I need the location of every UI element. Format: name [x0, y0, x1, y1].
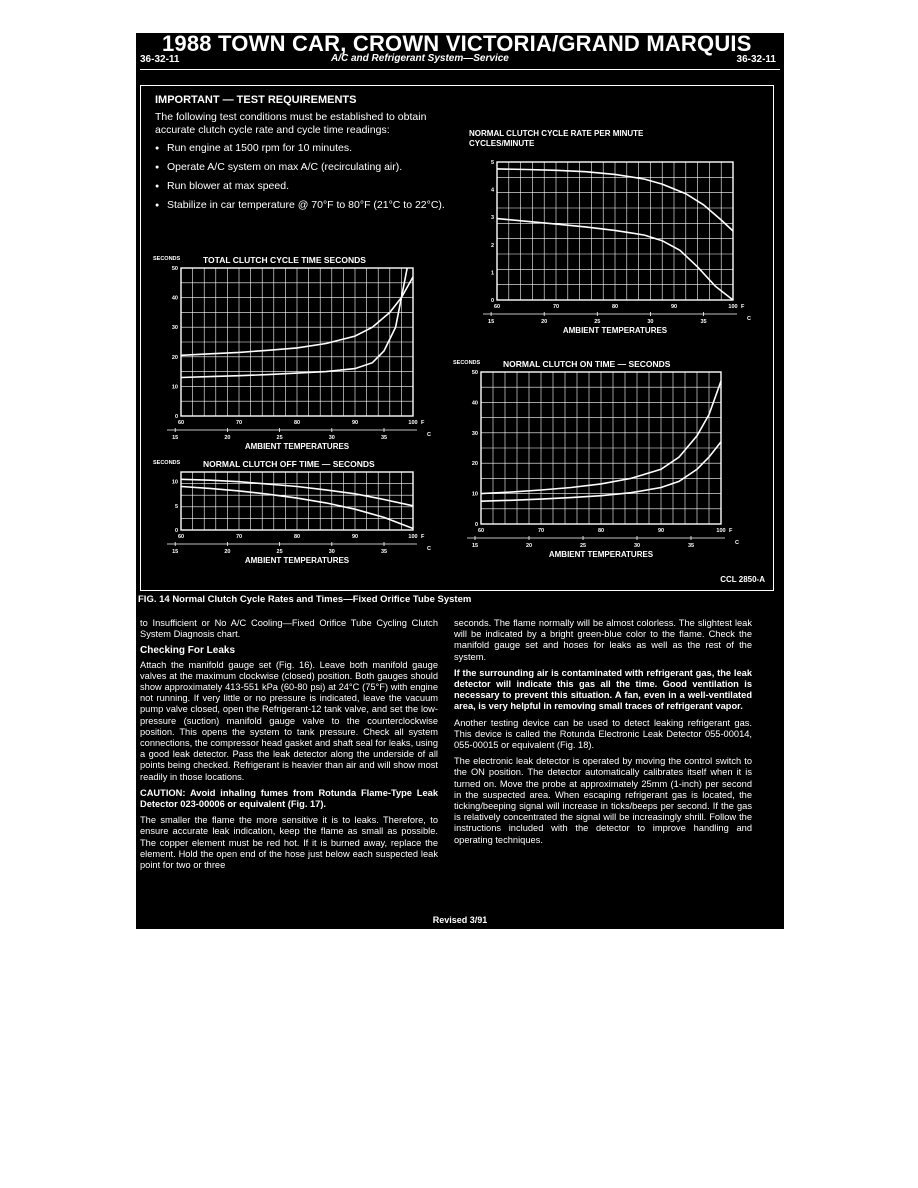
c-tick-label: 20: [525, 543, 533, 549]
c-tick-label: 20: [541, 319, 548, 325]
y-tick-label: 10: [471, 491, 478, 498]
x-tick-label: 80: [597, 528, 605, 534]
chart-cycle-rate: [469, 128, 769, 343]
paragraph: The smaller the flame the more sensitive it is to leaks. Therefore, to ensure accurate leak indication, keep the flame as small as possible. The copper element must be red hot. If it is burned away, replace the element. Hold the open end of the hose just below each suspected leak point for two or three: [140, 815, 438, 871]
y-tick-label: 4: [490, 187, 494, 194]
y-tick-label: 2: [490, 242, 494, 249]
c-unit-label: C: [427, 432, 431, 438]
c-tick-label: 20: [224, 435, 231, 441]
x-tick-label: 70: [552, 304, 560, 310]
paragraph: Attach the manifold gauge set (Fig. 16). Leave both manifold gauge valves at the maximum clockwise (closed) position. Both gauges should show approximately 413-551 kPa (60-80 psi) at 24°C (75°F) with engine not running. If very little or no pressure is indicated, leave the vacuum pump valve closed, open the Refrigerant-12 tank valve, and set the low-pressure (suction) manifold gauge valve to the counterclockwise position. This opens the system to tank pressure. Check all system connections, the compressor head gasket and shaft seal for leaks, using a good leak detector. Pass the leak detector along the underside of all points being checked. Refrigerant is heavier than air and will show most readily in those locations.: [140, 659, 438, 782]
c-tick-label: 25: [594, 319, 601, 325]
subheading-checking-for-leaks: Checking For Leaks: [140, 645, 236, 657]
x-tick-label: 60: [493, 304, 501, 310]
figure-caption: FIG. 14 Normal Clutch Cycle Rates and Times—Fixed Orifice Tube System: [138, 594, 472, 605]
x-unit-label: F: [741, 304, 745, 310]
c-tick-label: 30: [328, 549, 335, 555]
c-tick-label: 20: [224, 549, 231, 555]
requirement-item: ● Run engine at 1500 rpm for 10 minutes.: [155, 142, 445, 155]
chart-ylabel: CYCLES/MINUTE: [469, 139, 535, 148]
x-tick-label: 80: [293, 534, 301, 540]
y-tick-label: 5: [490, 160, 494, 166]
chart-total-cycle-time: [153, 254, 453, 458]
y-tick-label: 0: [490, 298, 494, 304]
x-tick-label: 60: [177, 534, 185, 540]
chart-xlabel: AMBIENT TEMPERATURES: [244, 556, 350, 565]
x-tick-label: 90: [670, 304, 678, 310]
x-tick-label: 100: [716, 528, 726, 534]
test-requirements-intro: The following test conditions must be established to obtain accurate clutch cycle rate and cycle time readings:: [155, 111, 427, 136]
c-tick-label: 30: [633, 543, 641, 549]
c-tick-label: 35: [380, 435, 388, 441]
figure-box: [140, 85, 774, 591]
chart-ylabel: SECONDS: [453, 360, 481, 366]
x-tick-label: 100: [408, 534, 418, 540]
x-tick-label: 90: [657, 528, 665, 534]
chart-xlabel: AMBIENT TEMPERATURES: [548, 550, 654, 559]
y-tick-label: 40: [471, 400, 478, 407]
caution-paragraph: CAUTION: Avoid inhaling fumes from Rotunda Flame-Type Leak Detector 023-00006 or equivalent (Fig. 17).: [140, 787, 438, 810]
y-tick-label: 50: [171, 266, 178, 272]
y-tick-label: 20: [471, 461, 478, 468]
c-tick-label: 35: [700, 319, 707, 325]
c-tick-label: 15: [488, 319, 495, 325]
x-tick-label: 90: [351, 420, 359, 426]
c-tick-label: 35: [687, 543, 695, 549]
x-tick-label: 90: [351, 534, 359, 540]
x-unit-label: F: [421, 420, 425, 426]
figure-code: CCL 2850-A: [720, 575, 765, 584]
c-tick-label: 15: [172, 549, 179, 555]
x-tick-label: 80: [611, 304, 619, 310]
paragraph: The electronic leak detector is operated by moving the control switch to the ON position. The detector automatically calibrates itself when it is turned on. Move the probe at approximately 25mm (1-inch) per second in the suspected area. When escaping refrigerant gas is located, the ticking/beeping signal will increase in ticks/beeps per second. If the gas is relatively concentrated the signal will be increasingly shrill. Follow the instructions included with the detector to improve handling and operating techniques.: [454, 756, 752, 845]
y-tick-label: 40: [171, 295, 178, 302]
y-tick-label: 0: [174, 414, 178, 420]
y-tick-label: 20: [171, 354, 178, 361]
section-title: A/C and Refrigerant System—Service: [331, 53, 509, 64]
document-title: 1988 TOWN CAR, CROWN VICTORIA/GRAND MARQUIS: [162, 31, 752, 56]
y-tick-label: 0: [174, 528, 178, 534]
right-column: [454, 618, 752, 851]
c-tick-label: 35: [380, 549, 388, 555]
x-tick-label: 60: [177, 420, 185, 426]
c-tick-label: 25: [276, 435, 283, 441]
test-requirements-heading: IMPORTANT — TEST REQUIREMENTS: [155, 94, 357, 106]
chart-xlabel: AMBIENT TEMPERATURES: [562, 326, 668, 335]
y-tick-label: 10: [171, 479, 178, 486]
y-tick-label: 30: [471, 430, 478, 437]
requirement-item: ● Run blower at max speed.: [155, 180, 445, 193]
x-tick-label: 60: [477, 528, 485, 534]
chart-ylabel: SECONDS: [153, 256, 181, 262]
chart-title: NORMAL CLUTCH OFF TIME — SECONDS: [203, 459, 375, 469]
paragraph: to Insufficient or No A/C Cooling—Fixed Orifice Tube Cycling Clutch System Diagnosis chart.: [140, 618, 438, 640]
page-number-right: 36-32-11: [736, 54, 776, 65]
c-unit-label: C: [427, 546, 431, 552]
c-tick-label: 25: [579, 543, 587, 549]
y-tick-label: 1: [490, 270, 494, 277]
y-tick-label: 30: [171, 325, 178, 332]
y-tick-label: 50: [471, 370, 478, 376]
test-requirements-list: [155, 142, 445, 212]
y-tick-label: 0: [474, 522, 478, 528]
chart-xlabel: AMBIENT TEMPERATURES: [244, 442, 350, 451]
x-tick-label: 100: [728, 304, 738, 310]
document-page: [136, 33, 784, 929]
x-tick-label: 70: [235, 420, 243, 426]
chart-clutch-on-time: [453, 358, 765, 576]
chart-clutch-off-time: [153, 458, 453, 586]
c-tick-label: 15: [172, 435, 179, 441]
x-tick-label: 70: [537, 528, 545, 534]
chart-title: NORMAL CLUTCH CYCLE RATE PER MINUTE: [469, 129, 644, 138]
y-tick-label: 5: [174, 503, 178, 510]
c-tick-label: 30: [647, 319, 654, 325]
left-column: [140, 618, 438, 876]
x-unit-label: F: [421, 534, 425, 540]
c-tick-label: 25: [276, 549, 283, 555]
requirement-item: ● Stabilize in car temperature @ 70°F to 80°F (21°C to 22°C).: [155, 199, 445, 212]
y-tick-label: 10: [171, 384, 178, 391]
c-unit-label: C: [747, 316, 751, 322]
requirement-item: ● Operate A/C system on max A/C (recirculating air).: [155, 161, 445, 174]
paragraph: seconds. The flame normally will be almost colorless. The slightest leak will be indicated by a bright green-blue color to the flame. Check the manifold gauge set and hoses for leaks as well as the rest of the system.: [454, 618, 752, 662]
warning-paragraph: If the surrounding air is contaminated with refrigerant gas, the leak detector will indicate this gas all the time. Good ventilation is necessary to prevent this situation. A fan, even in a well-ventilated area, is very helpful in removing small traces of refrigerant vapor.: [454, 667, 752, 712]
x-tick-label: 100: [408, 420, 418, 426]
y-tick-label: 3: [490, 215, 494, 222]
chart-title: TOTAL CLUTCH CYCLE TIME SECONDS: [203, 255, 366, 265]
series-line-lower: [181, 268, 407, 378]
x-tick-label: 80: [293, 420, 301, 426]
paragraph: Another testing device can be used to detect leaking refrigerant gas. This device is called the Rotunda Electronic Leak Detector 055-00014, 055-00015 or equivalent (Fig. 18).: [454, 717, 752, 751]
page-number-left: 36-32-11: [140, 54, 180, 65]
chart-ylabel: SECONDS: [153, 460, 181, 466]
revision-footer: Revised 3/91: [432, 915, 488, 925]
chart-title: NORMAL CLUTCH ON TIME — SECONDS: [503, 359, 671, 369]
x-unit-label: F: [729, 528, 733, 534]
header-rule: [140, 69, 780, 70]
c-tick-label: 15: [471, 543, 479, 549]
c-unit-label: C: [735, 540, 739, 546]
x-tick-label: 70: [235, 534, 243, 540]
test-requirements: [155, 94, 445, 218]
c-tick-label: 30: [328, 435, 335, 441]
